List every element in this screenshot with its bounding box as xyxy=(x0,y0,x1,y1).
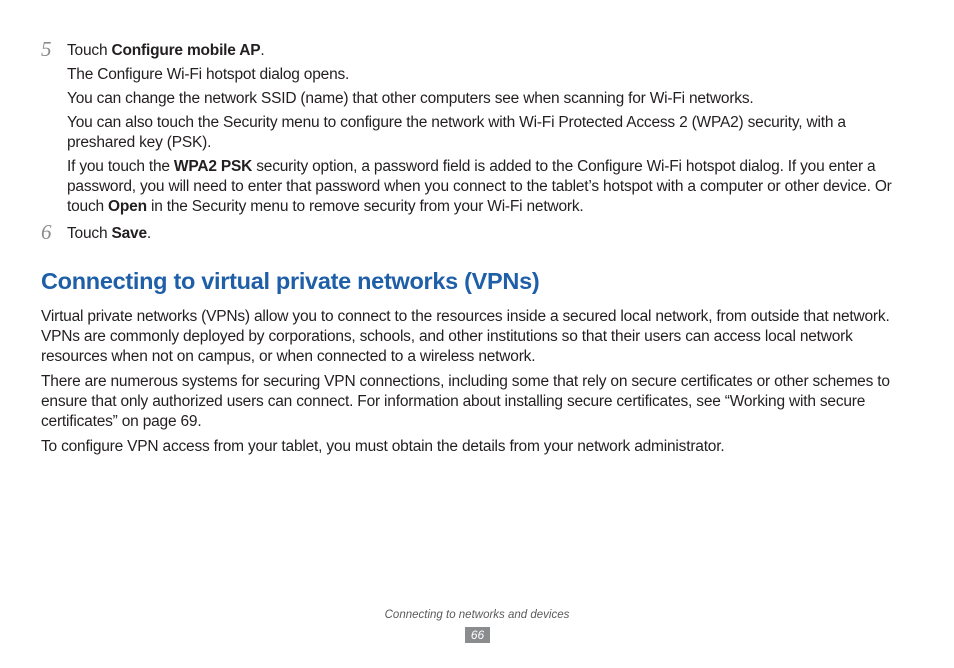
section-paragraph: Virtual private networks (VPNs) allow you to connect to the resources inside a secured local network, from outside that network. VPNs are commonly deployed by corporations, schools, and other institutions so that their users can access local network resources when not on campus, or when connected to a wireless network. xyxy=(41,308,890,365)
page-number-badge: 66 xyxy=(465,627,490,643)
step-number: 6 xyxy=(41,220,52,244)
step-paragraph: You can change the network SSID (name) that other computers see when scanning for Wi-Fi networks. xyxy=(67,90,754,107)
step-paragraph xyxy=(67,157,917,217)
instruction-text: . xyxy=(146,225,151,242)
instruction-text: Touch xyxy=(67,42,112,59)
ui-term: Save xyxy=(111,225,147,242)
step-instruction xyxy=(67,41,917,61)
step-number: 5 xyxy=(41,37,52,61)
ui-term: Configure mobile AP xyxy=(111,42,261,59)
section-paragraph: To configure VPN access from your tablet, you must obtain the details from your network administrator. xyxy=(41,438,725,455)
step-body xyxy=(67,41,917,221)
step-paragraph: You can also touch the Security menu to configure the network with Wi-Fi Protected Access 2 (WPA2) security, with a preshared key (PSK). xyxy=(67,114,846,151)
section-heading: Connecting to virtual private networks (VPNs) xyxy=(41,268,540,294)
step-paragraph: The Configure Wi-Fi hotspot dialog opens. xyxy=(67,66,350,83)
paragraph-text: in the Security menu to remove security from your Wi-Fi network. xyxy=(146,198,584,215)
section-body xyxy=(41,307,916,462)
paragraph-text: If you touch the xyxy=(67,158,174,175)
section-paragraph: There are numerous systems for securing VPN connections, including some that rely on secure certificates or other schemes to ensure that only authorized users can connect. For information about installing secure certificates, see “Working with secure certificates” on page 69. xyxy=(41,373,890,430)
footer-chapter-title: Connecting to networks and devices xyxy=(384,609,570,621)
instruction-text: . xyxy=(260,42,265,59)
step-body xyxy=(67,224,917,248)
ui-term: Open xyxy=(108,198,147,215)
ui-term: WPA2 PSK xyxy=(173,158,253,175)
step-instruction xyxy=(67,224,917,244)
paragraph-text: security option, a password field is added to the Configure Wi-Fi hotspot dialog. If you enter a password, you will need to enter that password when you connect to the tablet’s hotspot with a computer or other device. Or touch xyxy=(67,158,892,215)
instruction-text: Touch xyxy=(67,225,112,242)
